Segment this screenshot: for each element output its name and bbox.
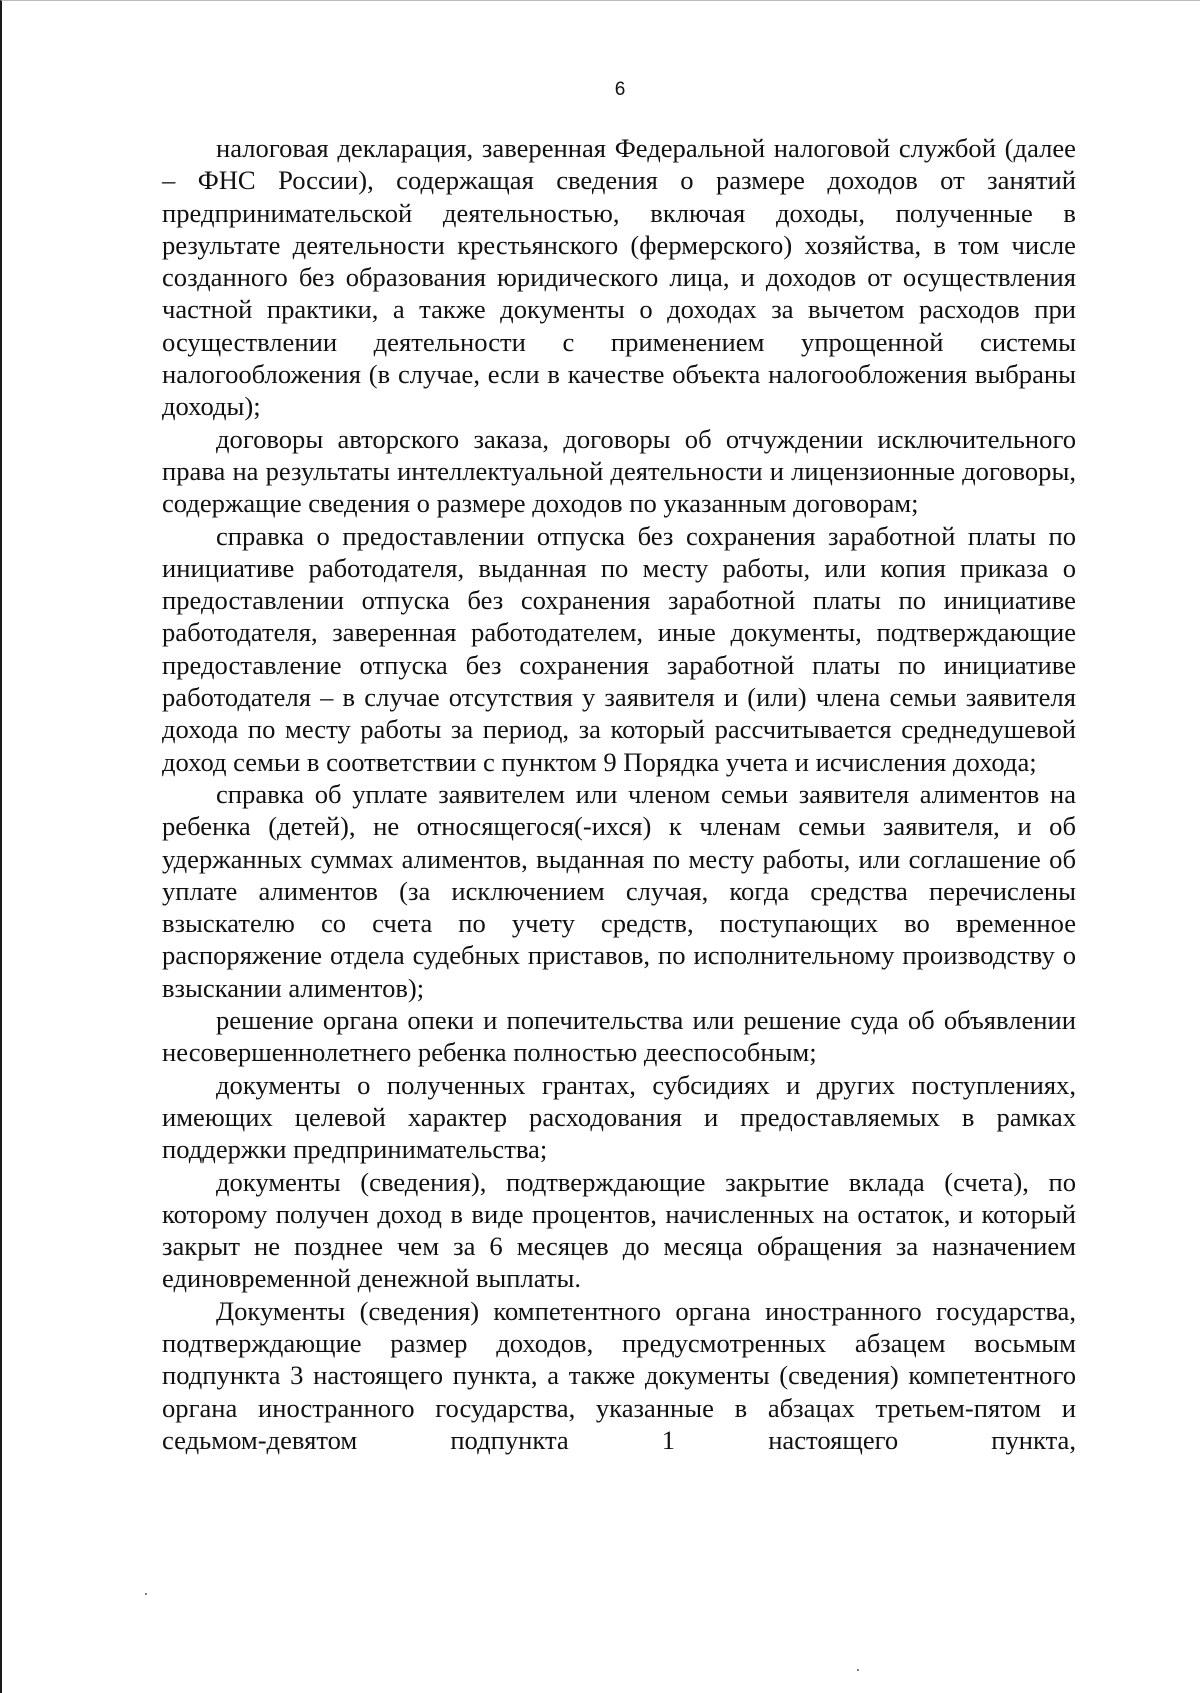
paragraph-closed-deposit: документы (сведения), подтверждающие закрытие вклада (счета), по которому получен доход в виде процентов, начисленных на остаток, и который закрыт не позднее чем за 6 месяцев до месяца обращения за назначением единовременной денежной выплаты. <box>162 1166 1076 1294</box>
paragraph-author-contracts: договоры авторского заказа, договоры об отчуждении исключительного права на результаты интеллектуальной деятельности и лицензионные договоры, содержащие сведения о размере доходов по указанным договорам; <box>162 423 1076 519</box>
scan-speck <box>857 1669 859 1671</box>
paragraph-tax-declaration: налоговая декларация, заверенная Федеральной налоговой службой (далее – ФНС России), содержащая сведения о размере доходов от занятий предпринимательской деятельностью, включая доходы, полученные в результате деятельности крестьянского (фермерского) хозяйства, в том числе созданного без образования юридического лица, и доходов от осуществления частной практики, а также документы о доходах за вычетом расходов при осуществлении деятельности с применением упрощенной системы налогообложения (в случае, если в качестве объекта налогообложения выбраны доходы); <box>162 133 1076 422</box>
document-body <box>162 132 1076 1456</box>
paragraph-alimony: справка об уплате заявителем или членом семьи заявителя алиментов на ребенка (детей), не относящегося(-ихся) к членам семьи заявителя, и об удержанных суммах алиментов, выданная по месту работы, или соглашение об уплате алиментов (за исключением случая, когда средства перечислены взыскателю со счета по учету средств, поступающих во временное распоряжение отдела судебных приставов, по исполнительному производству о взыскании алиментов); <box>162 778 1076 1003</box>
scan-speck <box>145 1593 147 1595</box>
paragraph-grants-subsidies: документы о полученных грантах, субсидиях и других поступлениях, имеющих целевой характер расходования и предоставляемых в рамках поддержки предпринимательства; <box>162 1069 1076 1165</box>
paragraph-guardianship-decision: решение органа опеки и попечительства или решение суда об объявлении несовершеннолетнего ребенка полностью дееспособным; <box>162 1005 1076 1068</box>
paragraph-unpaid-leave: справка о предоставлении отпуска без сохранения заработной платы по инициативе работодателя, выданная по месту работы, или копия приказа о предоставлении отпуска без сохранения заработной платы по инициативе работодателя, заверенная работодателем, иные документы, подтверждающие предоставление отпуска без сохранения заработной платы по инициативе работодателя – в случае отсутствия у заявителя и (или) члена семьи заявителя дохода по месту работы за период, за который рассчитывается среднедушевой доход семьи в соответствии с пунктом 9 Порядка учета и исчисления дохода; <box>162 520 1076 777</box>
page-number: 6 <box>614 79 626 100</box>
paragraph-foreign-documents: Документы (сведения) компетентного органа иностранного государства, подтверждающие размер доходов, предусмотренных абзацем восьмым подпункта 3 настоящего пункта, а также документы (сведения) компетентного органа иностранного государства, указанные в абзацах третьем-пятом и седьмом-девятом подпункта 1 настоящего пункта, <box>162 1295 1076 1455</box>
